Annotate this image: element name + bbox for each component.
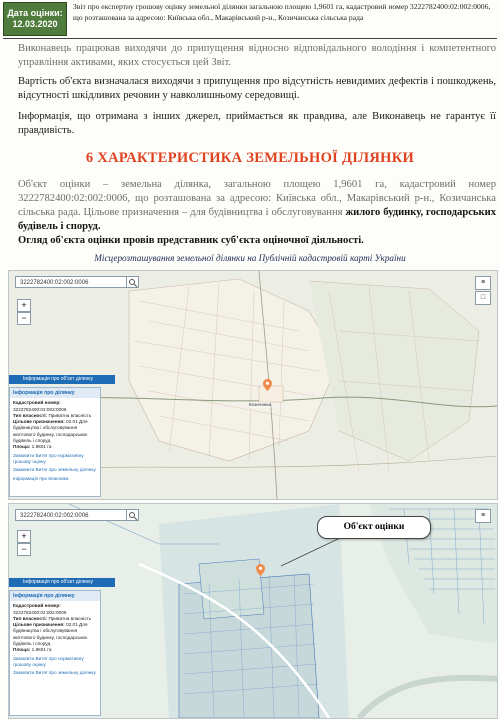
date-label: Дата оцінки: <box>7 8 63 18</box>
cadastral-map-satellite[interactable] <box>8 503 498 719</box>
map-caption: Місцерозташування земельної ділянки на Публічній кадастровій карті України <box>94 253 406 263</box>
order-extract-link[interactable]: Замовити Витяг про земельну ділянку <box>13 670 96 676</box>
cadastral-value: 3222782400:02:002:0006 <box>13 406 67 412</box>
date-badge <box>3 2 67 36</box>
report-header <box>3 2 495 38</box>
paragraph-assumption: Виконавець працював виходячи до припущення відносно відповідального володіння і компетентного управління активами, яких стосується цей Звіт. <box>18 43 496 68</box>
object-description: Об'єкт оцінки – земельна ділянка, загальною площею 1,9601 га, кадастровий номер 3222782400:02:002:0006, що розташована за адресою: Київська обл., Макарівський р-н., Козичанська сільська рада. Цільове призначення – для будівництва і обслуговування <box>18 179 496 218</box>
ownership-value: Приватна власність <box>48 615 92 621</box>
zoom-out-button[interactable]: − <box>17 543 31 556</box>
panel-title: Інформація про ділянку <box>10 591 100 601</box>
ownership-label: Тип власності: <box>13 412 48 418</box>
village-label: Козичанка <box>249 402 272 407</box>
cadastral-search-input[interactable]: 3222782400:02:002:0006 <box>15 509 127 521</box>
parcel-info-panel <box>9 590 101 716</box>
order-extract-link[interactable]: Замовити Витяг про земельну ділянку <box>13 467 96 473</box>
header-description: Звіт про експертну грошову оцінку земельної ділянки загальною площею 1,9601 га, кадастровий номер 3222782400:02:002:0006, що розташована за адресою: Київська обл., Макарівський р-н., Козичанська сільська рада <box>73 2 491 22</box>
area-value: 1.9601 га <box>31 647 52 653</box>
area-label: Площа: <box>13 444 31 450</box>
ownership-label: Тип власності: <box>13 615 48 621</box>
ownership-value: Приватна власність <box>48 412 92 418</box>
section-title: 6 ХАРАКТЕРИСТИКА ЗЕМЕЛЬНОЇ ДІЛЯНКИ <box>85 150 415 166</box>
object-purpose: жилого будинку, господарських будівель і споруд. <box>18 207 497 232</box>
area-value: 1.9601 га <box>31 444 52 450</box>
cadastral-search-input[interactable]: 3222782400:02:002:0006 <box>15 276 127 288</box>
order-valuation-link[interactable]: Замовити Витяг про нормативну грошову оцінку <box>13 452 84 464</box>
purpose-value: 02.01 Для будівництва і обслуговування житлового будинку, господарських будівель і споруд <box>13 622 88 647</box>
cadastral-map-overview[interactable] <box>8 270 498 500</box>
area-label: Площа: <box>13 647 31 653</box>
purpose-label: Цільове призначення: <box>13 419 65 425</box>
owner-info-link[interactable]: Інформація про власника <box>13 475 69 481</box>
search-icon[interactable] <box>127 509 139 521</box>
cadastral-label: Кадастровий номер: <box>13 603 61 609</box>
paragraph-information: Інформація, що отримана з інших джерел, приймається як правдива, але Виконавець не гарантує її правдивість. <box>18 111 496 136</box>
layers-icon[interactable]: ≡ <box>475 276 491 290</box>
search-icon[interactable] <box>127 276 139 288</box>
layers-icon[interactable]: ≡ <box>475 509 491 523</box>
cadastral-label: Кадастровий номер: <box>13 400 61 406</box>
paragraph-object <box>18 178 496 234</box>
date-value: 12.03.2020 <box>12 19 58 29</box>
panel-header[interactable]: Інформація про об'єкт ділянку <box>9 375 115 384</box>
parcel-info-panel <box>9 387 101 497</box>
zoom-in-button[interactable]: + <box>17 299 31 312</box>
purpose-value: 02.01 Для будівництва і обслуговування житлового будинку, господарських будівель і споруд <box>13 419 88 444</box>
purpose-label: Цільове призначення: <box>13 622 65 628</box>
order-valuation-link[interactable]: Замовити Витяг про нормативну грошову оцінку <box>13 655 84 667</box>
panel-header[interactable]: Інформація про об'єкт ділянку <box>9 578 115 587</box>
fullscreen-icon[interactable]: □ <box>475 291 491 305</box>
zoom-out-button[interactable]: − <box>17 312 31 325</box>
panel-title: Інформація про ділянку <box>10 388 100 398</box>
location-pin-icon[interactable] <box>263 379 272 391</box>
cadastral-value: 3222782400:02:002:0006 <box>13 609 67 615</box>
paragraph-inspection: Огляд об'єкта оцінки провів представник суб'єкта оціночної діяльності. <box>18 235 364 246</box>
object-callout: Об'єкт оцінки <box>317 516 431 539</box>
location-pin-icon[interactable] <box>256 564 265 576</box>
header-divider <box>3 38 497 39</box>
zoom-in-button[interactable]: + <box>17 530 31 543</box>
paragraph-defects: Вартість об'єкта визначалася виходячи з припущення про відсутність невидимих дефектів і пошкоджень, відсутності шкідливих речовин у навколишньому середовищі. <box>18 76 496 101</box>
